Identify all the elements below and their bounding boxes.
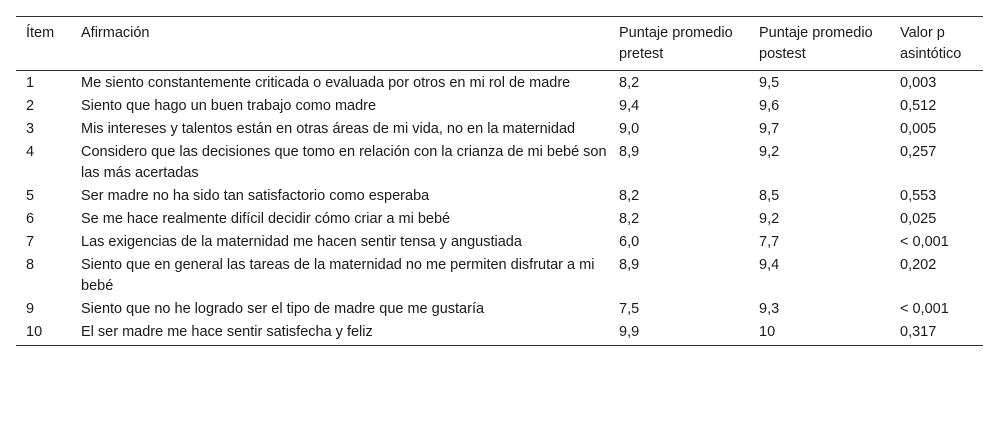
results-table: [16, 16, 983, 346]
cell-pvalue: 0,005: [900, 121, 937, 137]
cell-postest: 7,7: [759, 234, 780, 250]
cell-postest: 9,6: [759, 98, 780, 114]
cell-pretest: 9,9: [619, 324, 640, 340]
header-pvalue: Valor p asintótico: [900, 25, 962, 62]
cell-pvalue: 0,003: [900, 75, 937, 91]
cell-postest: 9,2: [759, 211, 780, 227]
cell-item: 6: [26, 211, 35, 227]
cell-pretest: 6,0: [619, 234, 640, 250]
cell-pvalue: 0,317: [900, 324, 937, 340]
cell-item: 1: [26, 75, 35, 91]
cell-pretest: 8,2: [619, 188, 640, 204]
cell-pvalue: 0,553: [900, 188, 937, 204]
cell-statement: Mis intereses y talentos están en otras áreas de mi vida, no en la maternidad: [81, 121, 576, 137]
cell-item: 3: [26, 121, 35, 137]
table-row: [16, 71, 983, 97]
table-row: [16, 209, 983, 232]
table-row: [16, 255, 983, 299]
table-header: [16, 17, 983, 71]
header-row: [16, 17, 983, 71]
results-table-container: [16, 16, 983, 346]
cell-item: 5: [26, 188, 35, 204]
table-row: [16, 232, 983, 255]
cell-pretest: 8,2: [619, 211, 640, 227]
cell-statement: Se me hace realmente difícil decidir cómo criar a mi bebé: [81, 211, 451, 227]
cell-statement: Me siento constantemente criticada o evaluada por otros en mi rol de madre: [81, 75, 571, 91]
cell-pretest: 7,5: [619, 301, 640, 317]
table-body: [16, 71, 983, 346]
cell-statement: Las exigencias de la maternidad me hacen sentir tensa y angustiada: [81, 234, 522, 250]
table-row: [16, 142, 983, 186]
cell-item: 4: [26, 144, 35, 160]
cell-item: 10: [26, 324, 43, 340]
cell-pvalue: < 0,001: [900, 234, 949, 250]
table-row: [16, 186, 983, 209]
table-row: [16, 322, 983, 346]
header-statement: Afirmación: [81, 25, 150, 41]
header-pretest: Puntaje promedio pretest: [619, 25, 733, 62]
cell-pvalue: 0,512: [900, 98, 937, 114]
cell-pvalue: 0,025: [900, 211, 937, 227]
cell-pvalue: 0,202: [900, 257, 937, 273]
cell-pvalue: 0,257: [900, 144, 937, 160]
header-item: Ítem: [26, 25, 55, 41]
cell-item: 9: [26, 301, 35, 317]
cell-statement: Siento que no he logrado ser el tipo de madre que me gustaría: [81, 301, 485, 317]
cell-postest: 10: [759, 324, 776, 340]
header-postest: Puntaje promedio postest: [759, 25, 873, 62]
table-row: [16, 96, 983, 119]
cell-pretest: 9,4: [619, 98, 640, 114]
cell-statement: El ser madre me hace sentir satisfecha y feliz: [81, 324, 373, 340]
cell-postest: 9,5: [759, 75, 780, 91]
table-row: [16, 119, 983, 142]
cell-pretest: 8,9: [619, 144, 640, 160]
cell-pretest: 8,9: [619, 257, 640, 273]
cell-postest: 9,3: [759, 301, 780, 317]
cell-item: 7: [26, 234, 35, 250]
cell-statement: Siento que en general las tareas de la maternidad no me permiten disfrutar a mi bebé: [81, 257, 595, 294]
cell-pretest: 8,2: [619, 75, 640, 91]
cell-item: 8: [26, 257, 35, 273]
cell-statement: Siento que hago un buen trabajo como madre: [81, 98, 377, 114]
cell-postest: 9,7: [759, 121, 780, 137]
cell-pretest: 9,0: [619, 121, 640, 137]
cell-statement: Ser madre no ha sido tan satisfactorio como esperaba: [81, 188, 430, 204]
table-row: [16, 299, 983, 322]
cell-item: 2: [26, 98, 35, 114]
cell-postest: 8,5: [759, 188, 780, 204]
cell-postest: 9,4: [759, 257, 780, 273]
cell-postest: 9,2: [759, 144, 780, 160]
cell-statement: Considero que las decisiones que tomo en relación con la crianza de mi bebé son las más acertadas: [81, 144, 607, 181]
cell-pvalue: < 0,001: [900, 301, 949, 317]
